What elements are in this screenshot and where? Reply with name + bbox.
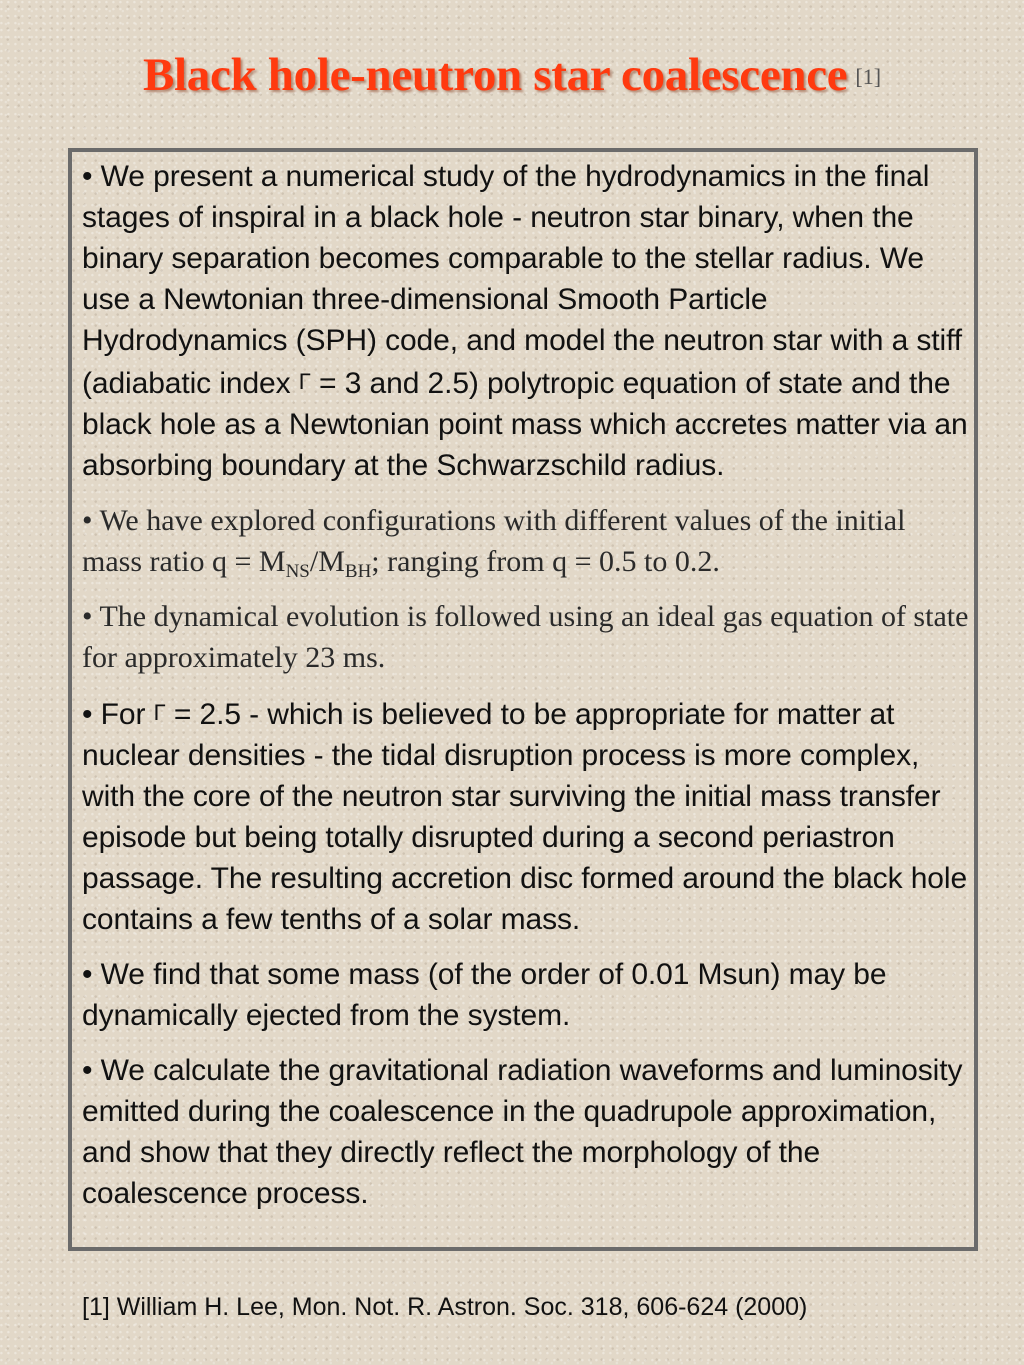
title-reference: [1] — [855, 64, 882, 89]
bullet-text: • We find that some mass (of the order of 0.01 Msun) may be dynamically ejected from the system. — [82, 958, 887, 1032]
footnote-citation: [1] William H. Lee, Mon. Not. R. Astron. Soc. 318, 606-624 (2000) — [82, 1293, 808, 1321]
bullet-mass-ratio — [82, 500, 972, 582]
bullet-dynamical-evolution — [82, 596, 972, 678]
bullet-text: • We have explored configurations with different values of the initial mass ratio q = M — [82, 504, 906, 578]
bullet-text: ; ranging from q = 0.5 to 0.2. — [371, 545, 720, 578]
bullet-text: = 3 and 2.5) polytropic equation of state and the black hole as a Newtonian point mass which accretes matter via an absorbing boundary at the Schwarzschild radius. — [82, 367, 968, 482]
bullet-text: • The dynamical evolution is followed using an ideal gas equation of state for approximately 23 ms. — [82, 600, 969, 674]
title-text: Black hole-neutron star coalescence — [142, 49, 848, 101]
bullet-text: = 2.5 - which is believed to be appropriate for matter at nuclear densities - the tidal disruption process is more complex, with the core of the neutron star surviving the initial mass transfer episode but being totally disrupted during a second periastron passage. The resulting accretion disc formed around the black hole contains a few tenths of a solar mass. — [82, 698, 968, 936]
bullet-mass-ejection — [82, 954, 972, 1036]
bullet-text: /M — [309, 545, 345, 578]
bullet-text: • We calculate the gravitational radiation waveforms and luminosity emitted during the coalescence in the quadrupole approximation, and show that they directly reflect the morphology of the coalescence process. — [82, 1054, 963, 1210]
slide-title — [0, 48, 1024, 102]
gamma-symbol: Γ — [153, 700, 166, 725]
bullet-gravitational-radiation — [82, 1050, 972, 1214]
subscript-ns: NS — [285, 561, 310, 582]
bullet-tidal-disruption — [82, 692, 972, 940]
bullet-text: • We present a numerical study of the hydrodynamics in the final stages of inspiral in a black hole - neutron star binary, when the binary separation becomes comparable to the stellar radius. We use a Newtonian three-dimensional Smooth Particle Hydrodynamics (SPH) code, and model the neutron star with a stiff (adiabatic index — [82, 160, 963, 400]
bullet-study-description — [82, 156, 972, 486]
gamma-symbol: Γ — [298, 369, 311, 394]
bullet-text: • For — [82, 698, 154, 731]
subscript-bh: BH — [344, 561, 372, 582]
bullet-list — [82, 156, 972, 1228]
